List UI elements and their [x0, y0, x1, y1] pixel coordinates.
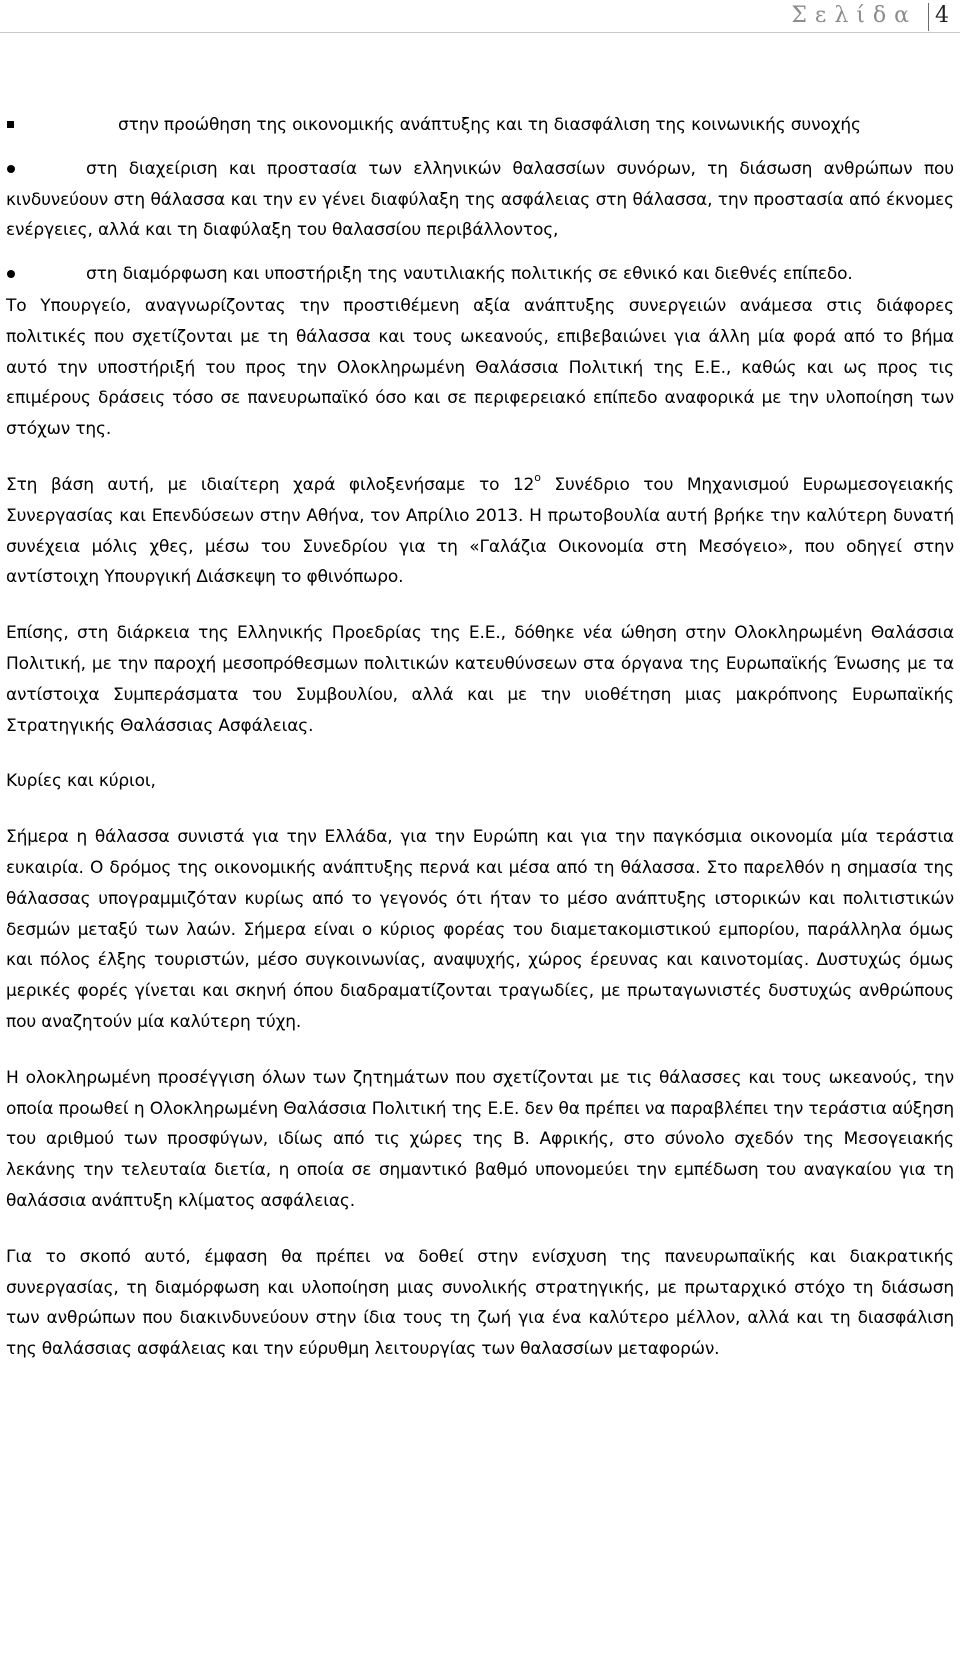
square-bullet-icon	[7, 121, 14, 128]
disc-bullet-icon	[7, 165, 15, 173]
ordinal-superscript: ο	[534, 471, 541, 485]
page-number: 4	[935, 3, 949, 28]
paragraph-conference	[6, 470, 954, 593]
bullet-item-borders	[6, 154, 954, 246]
page-header	[0, 0, 960, 32]
paragraph-salutation: Κυρίες και κύριοι,	[6, 771, 156, 792]
document-body	[6, 110, 954, 1365]
paragraph-cooperation: Για το σκοπό αυτό, έμφαση θα πρέπει να δοθεί στην ενίσχυση της πανευρωπαϊκής και διακρατικής συνεργασίας, τη διαμόρφωση και υλοποίηση μιας συνολικής στρατηγικής, με πρωταρχικό στόχο τη διάσωση των ανθρώπων που διακινδυνεύουν στην ίδια τους τη ζωή για ένα καλύτερο μέλλον, αλλά και τη διασφάλιση της θαλάσσιας ασφάλειας και την εύρυθμη λειτουργίας των θαλασσίων μεταφορών.	[6, 1246, 954, 1360]
header-separator	[928, 3, 929, 31]
header-divider	[0, 32, 960, 33]
bullet-text: στην προώθηση της οικονομικής ανάπτυξης και τη διασφάλιση της κοινωνικής συνοχής	[118, 115, 861, 135]
bullet-item-policy	[6, 259, 954, 290]
bullet-text: στη διαχείριση και προστασία των ελληνικών θαλασσίων συνόρων, τη διάσωση ανθρώπων που κινδυνεύουν στη θάλασσα και την εν γένει διαφύλαξη της ασφάλειας στη θάλασσα, την προστασία από έκνομες ενέργειες, αλλά και τη διαφύλαξη του θαλασσίου περιβάλλοντος,	[6, 158, 954, 241]
page-header-label: Σελίδα	[791, 3, 917, 28]
paragraph-refugees: Η ολοκληρωμένη προσέγγιση όλων των ζητημάτων που σχετίζονται με τις θάλασσες και τους ωκεανούς, την οποία προωθεί η Ολοκληρωμένη Θαλάσσια Πολιτική της Ε.Ε. δεν θα πρέπει να παραβλέπει την τεράστια αύξηση του αριθμού των προσφύγων, ιδίως από τις χώρες της Β. Αφρικής, στο σύνολο σχεδόν της Μεσογειακής λεκάνης την τελευταία διετία, η οποία σε σημαντικό βαθμό υπονομεύει την εμπέδωση του αναγκαίου για τη θαλάσσια ανάπτυξη κλίματος ασφάλειας.	[6, 1067, 954, 1211]
bullet-text: στη διαμόρφωση και υποστήριξη της ναυτιλιακής πολιτικής σε εθνικό και διεθνές επίπεδο.	[86, 264, 853, 285]
paragraph-ministry-support: Το Υπουργείο, αναγνωρίζοντας την προστιθέμενη αξία ανάπτυξης συνεργειών ανάμεσα στις διάφορες πολιτικές που σχετίζονται με τη θάλασσα και τους ωκεανούς, επιβεβαιώνει για άλλη μία φορά από το βήμα αυτό την υποστήριξή του προς την Ολοκληρωμένη Θαλάσσια Πολιτική της Ε.Ε., καθώς και ως προς τις επιμέρους δράσεις τόσο σε πανευρωπαϊκό όσο και σε περιφερειακό επίπεδο αναφορικά με την υλοποίηση των στόχων της.	[6, 295, 954, 440]
paragraph-sea-opportunity: Σήμερα η θάλασσα συνιστά για την Ελλάδα, για την Ευρώπη και για την παγκόσμια οικονομία μία τεράστια ευκαιρία. Ο δρόμος της οικονομικής ανάπτυξης περνά και μέσα από τη θάλασσα. Στο παρελθόν η σημασία της θάλασσας υπογραμμιζόταν κυρίως από το γεγονός ότι ήταν το μέσο ανάπτυξης ιστορικών και πολιτιστικών δεσμών μεταξύ των λαών. Σήμερα είναι ο κύριος φορέας του διαμετακομιστικού εμπορίου, παράλληλα όμως και πόλος έλξης τουριστών, μέσο συγκοινωνίας, αναψυχής, χώρος έρευνας και καινοτομίας. Δυστυχώς όμως μερικές φορές γίνεται και σκηνή όπου διαδραματίζονται τραγωδίες, με πρωταγωνιστές δυστυχώς ανθρώπους που αναζητούν μία καλύτερη τύχη.	[6, 827, 954, 1032]
paragraph-presidency: Επίσης, στη διάρκεια της Ελληνικής Προεδρίας της Ε.Ε., δόθηκε νέα ώθηση στην Ολοκληρωμένη Θαλάσσια Πολιτική, με την παροχή μεσοπρόθεσμων πολιτικών κατευθύνσεων στα όργανα της Ευρωπαϊκής Ένωσης με τα αντίστοιχα Συμπεράσματα του Συμβουλίου, αλλά και με την υιοθέτηση μιας μακρόπνοης Ευρωπαϊκής Στρατηγικής Θαλάσσιας Ασφάλειας.	[6, 623, 954, 736]
conference-text-start: Στη βάση αυτή, με ιδιαίτερη χαρά φιλοξενήσαμε το 12	[6, 474, 535, 495]
conference-text-end: Συνέδριο του Μηχανισμού Ευρωμεσογειακής Συνεργασίας και Επενδύσεων στην Αθήνα, τον Απρίλιο 2013. Η πρωτοβουλία αυτή βρήκε την καλύτερη δυνατή συνέχεια μόλις χθες, μέσω του Συνεδρίου για τη «Γαλάζια Οικονομία στη Μεσόγειο», που οδηγεί στην αντίστοιχη Υπουργική Διάσκεψη το φθινόπωρο.	[6, 474, 954, 588]
disc-bullet-icon	[7, 270, 15, 278]
bullet-item-growth	[6, 110, 954, 141]
